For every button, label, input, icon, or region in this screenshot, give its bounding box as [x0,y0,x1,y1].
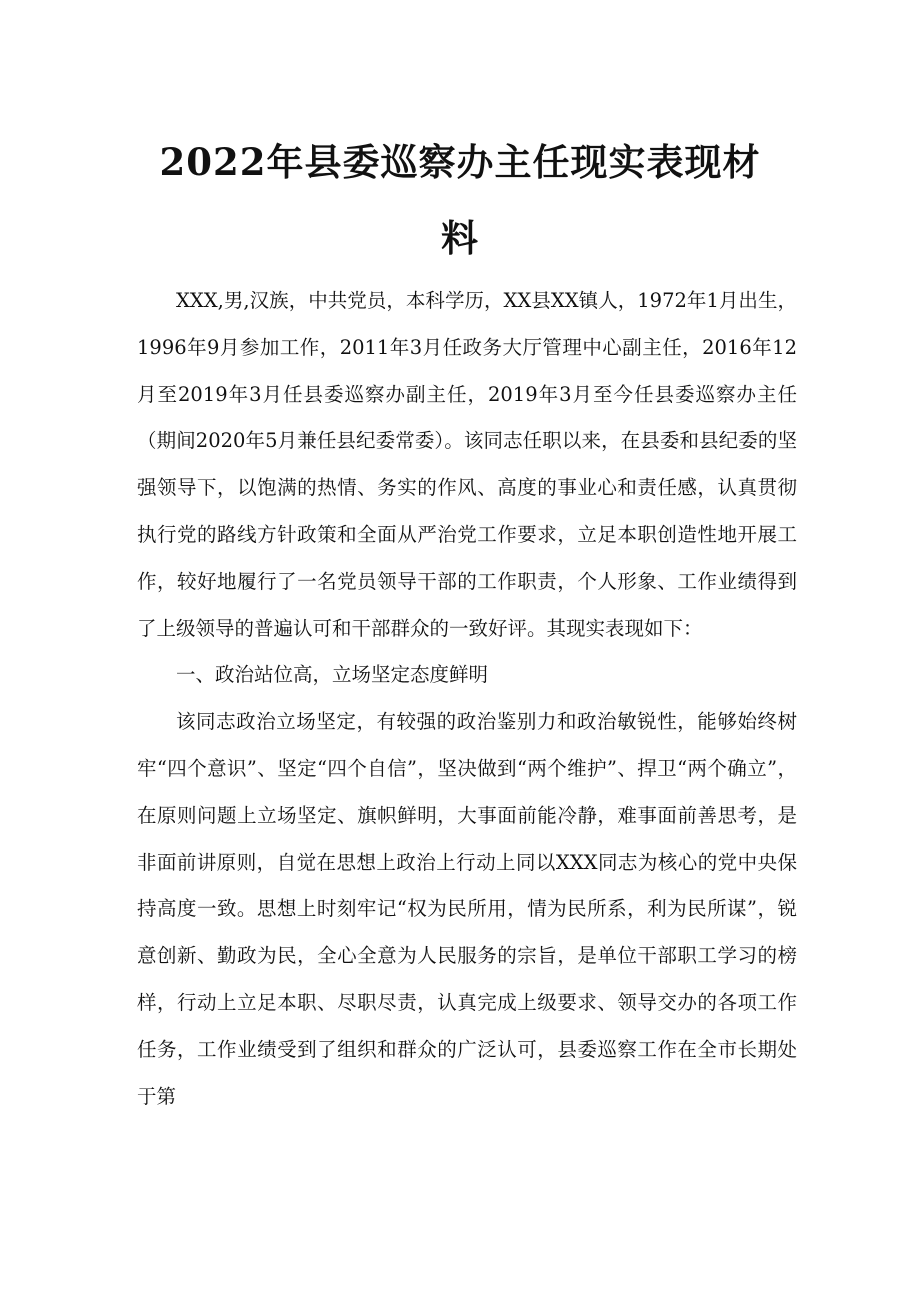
paragraph-intro: XXX,男,汉族，中共党员，本科学历，XX县XX镇人，1972年1月出生，1996年9月参加工作，2011年3月任政务大厅管理中心副主任，2016年12月至2019年3月任县委巡察办副主任，2019年3月至今任县委巡察办主任（期间2020年5月兼任县纪委常委）。该同志任职以来，在县委和县纪委的坚强领导下，以饱满的热情、务实的作风、高度的事业心和责任感，认真贯彻执行党的路线方针政策和全面从严治党工作要求，立足本职创造性地开展工作，较好地履行了一名党员领导干部的工作职责，个人形象、工作业绩得到了上级领导的普遍认可和干部群众的一致好评。其现实表现如下： [137,289,797,640]
document-body [137,278,797,1120]
document-title-line-2: 料 [441,216,479,260]
paragraph-section-1: 该同志政治立场坚定，有较强的政治鉴别力和政治敏锐性，能够始终树牢“四个意识”、坚定“四个自信”，坚决做到“两个维护”、捍卫“两个确立”，在原则问题上立场坚定、旗帜鲜明，大事面前能冷静，难事面前善思考，是非面前讲原则，自觉在思想上政治上行动上同以XXX同志为核心的党中央保持高度一致。思想上时刻牢记“权为民所用，情为民所系，利为民所谋”，锐意创新、勤政为民，全心全意为人民服务的宗旨，是单位干部职工学习的榜样，行动上立足本职、尽职尽责，认真完成上级要求、领导交办的各项工作任务，工作业绩受到了组织和群众的广泛认可，县委巡察工作在全市长期处于第 [137,710,797,1108]
document-title-line-1: 2022年县委巡察办主任现实表现材 [159,140,761,184]
section-heading-1: 一、政治站位高，立场坚定态度鲜明 [176,663,489,687]
